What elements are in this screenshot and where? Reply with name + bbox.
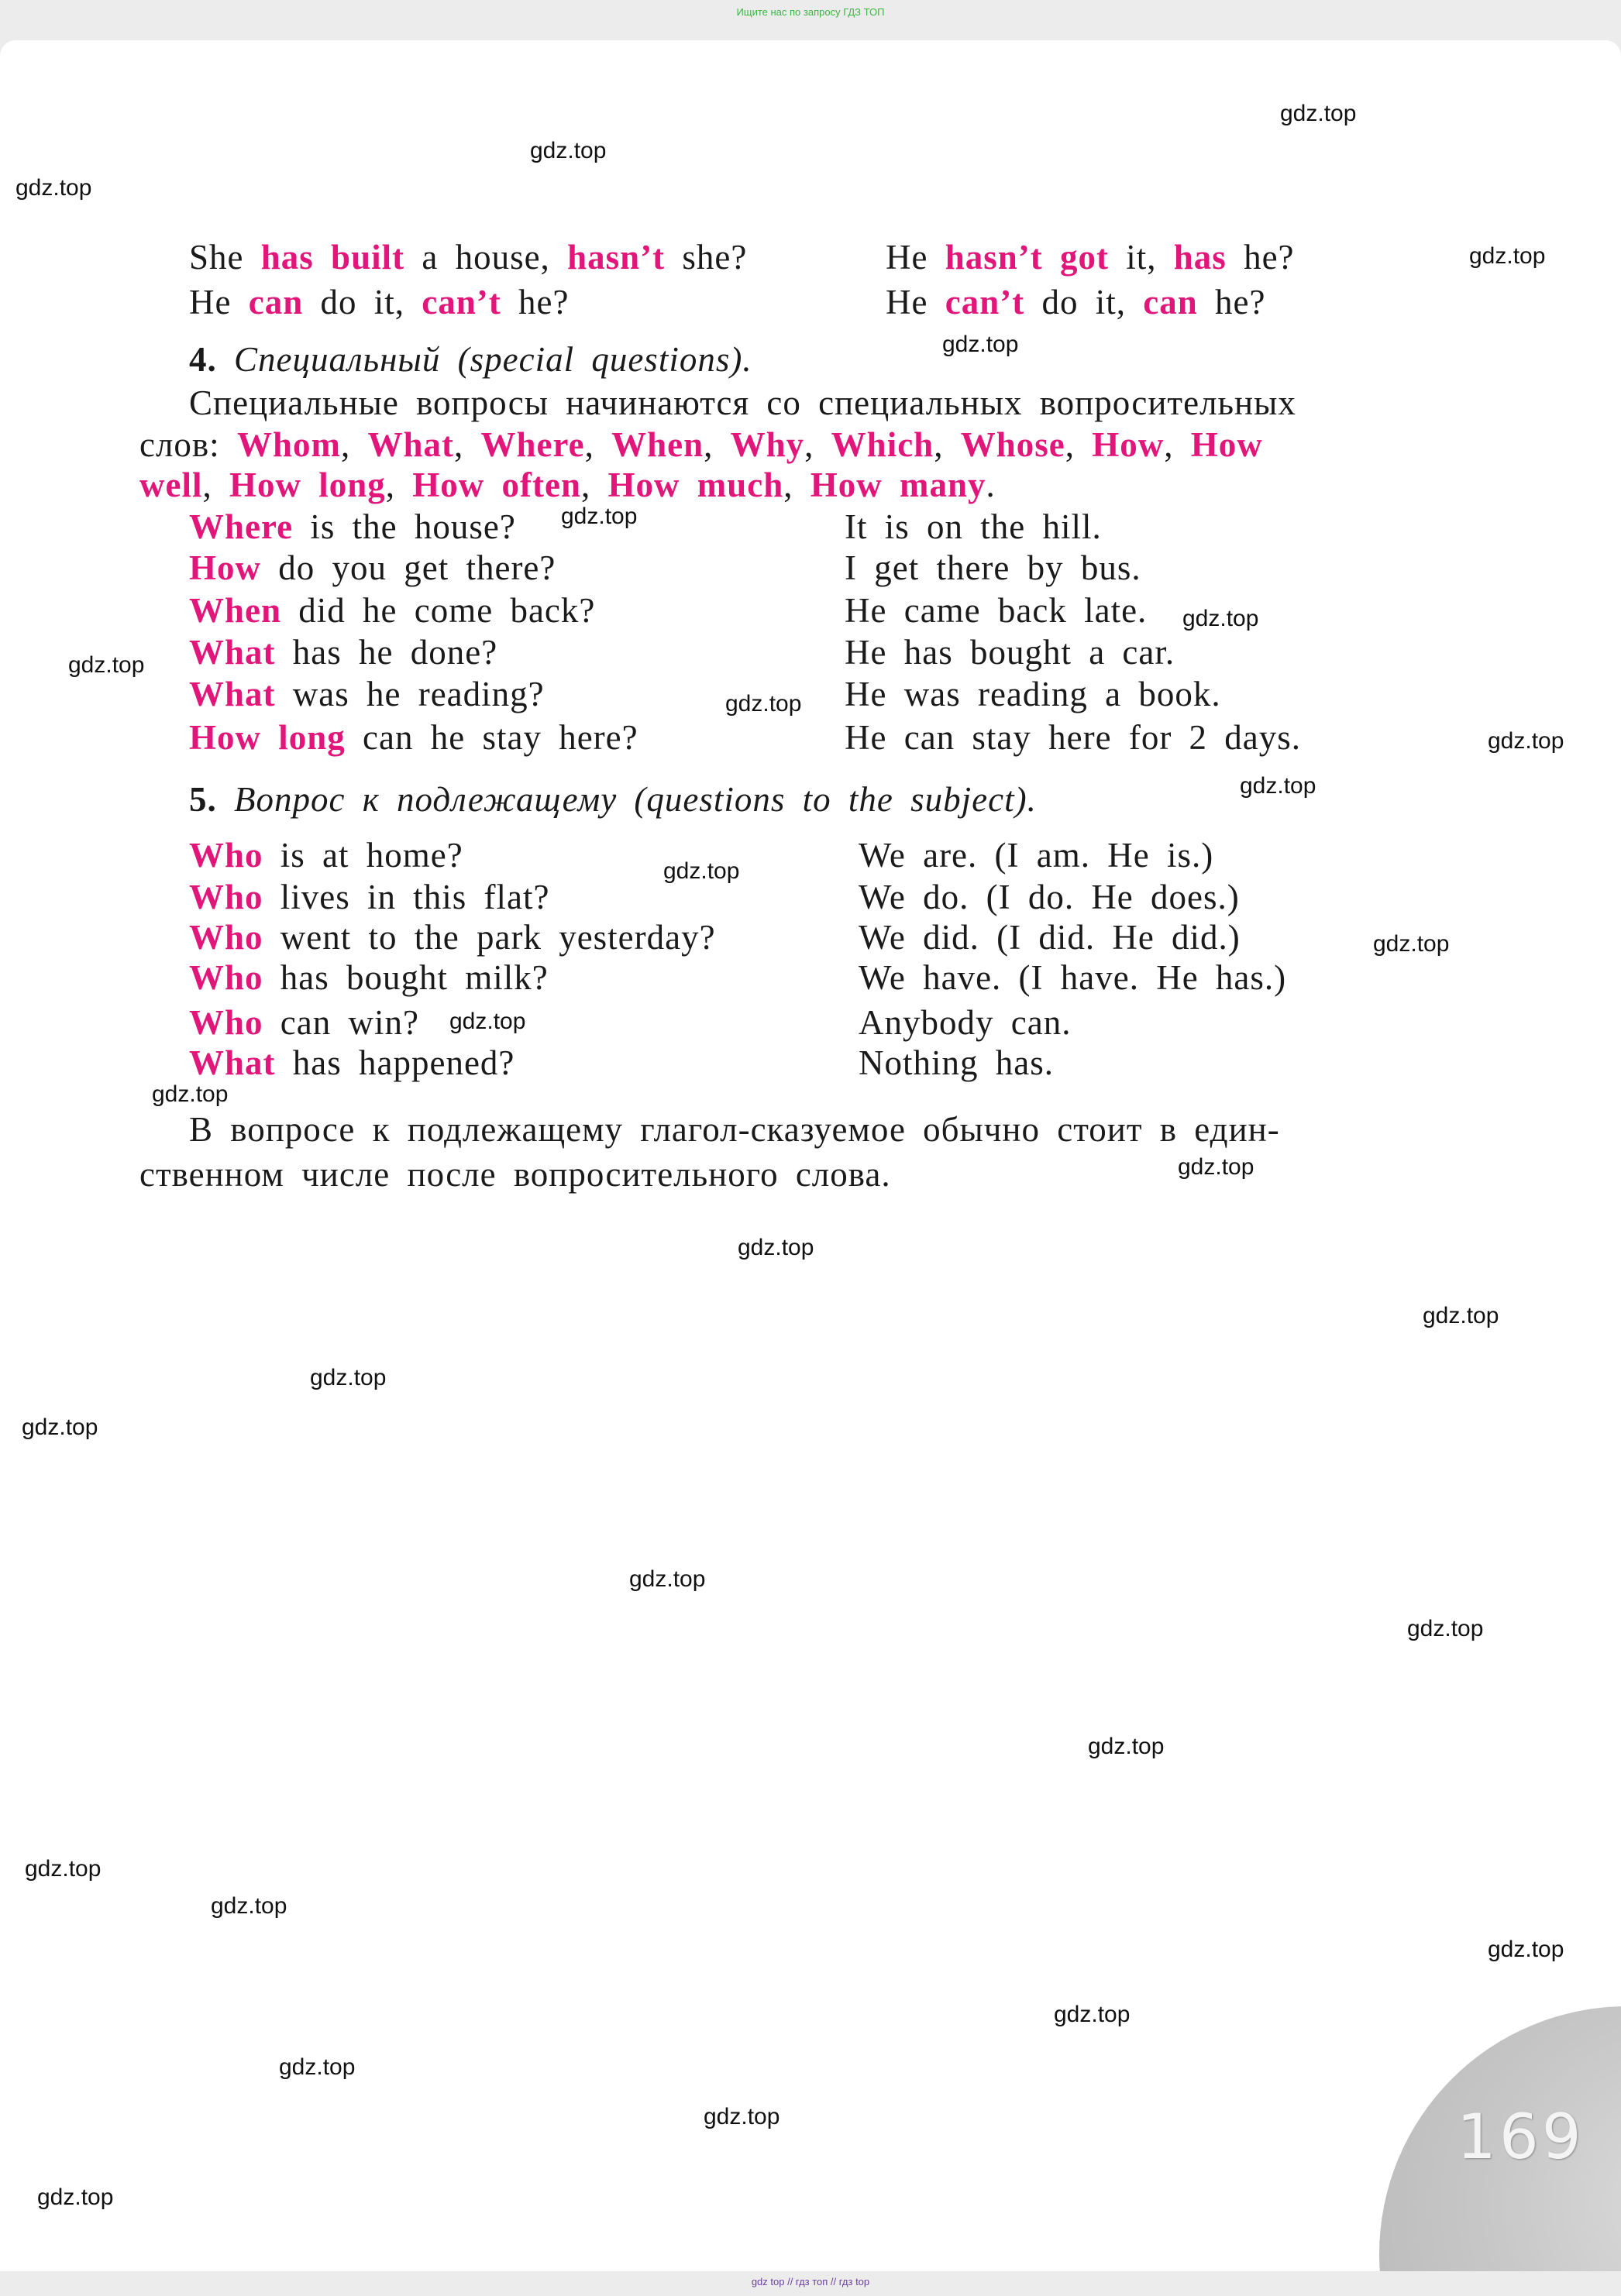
highlighted-term: How [1190,425,1263,464]
text-fragment: He [886,238,945,277]
watermark: gdz.top [725,691,802,717]
text-fragment: is the house? [293,507,516,546]
watermark: gdz.top [1373,931,1450,957]
example-question [189,877,549,917]
watermark: gdz.top [37,2184,114,2210]
watermark: gdz.top [1054,2002,1131,2027]
text-fragment: He [886,283,945,321]
text-fragment: , [1164,425,1191,464]
highlighted-term: Where [189,507,294,546]
text-fragment: was he reading? [275,675,545,713]
highlighted-term: What [189,675,276,713]
highlighted-term: can [248,283,304,321]
highlighted-term: Who [189,958,263,997]
highlighted-term: Who [189,878,263,916]
text-fragment: . [986,466,996,504]
highlighted-term: How many [810,466,986,504]
tag-example [886,282,1265,322]
watermark: gdz.top [561,504,638,529]
watermark: gdz.top [310,1365,387,1390]
section-number: 4. [189,340,217,379]
text-fragment: he? [1226,238,1295,277]
text-fragment: is at home? [263,836,463,875]
watermark: gdz.top [449,1009,526,1034]
section-4-heading [189,339,752,380]
highlighted-term: Whose [960,425,1065,464]
text-fragment: she? [665,238,748,277]
watermark: gdz.top [279,2054,356,2080]
page-number: 169 [1457,2101,1585,2173]
watermark: gdz.top [152,1081,229,1107]
highlighted-term: What [367,425,454,464]
example-answer: We did. (I did. He did.) [859,918,1241,957]
text-fragment: слов: [139,425,237,464]
highlighted-term: well [139,466,203,504]
text-fragment: , [453,425,481,464]
question-words [139,465,996,505]
watermark: gdz.top [530,138,607,163]
text-fragment: , [584,425,612,464]
section-title: Вопрос к подлежащему (questions to the subject). [234,780,1037,819]
example-answer: Nothing has. [859,1043,1054,1082]
watermark: gdz.top [15,175,92,201]
example-answer: He has bought a car. [845,633,1175,672]
watermark: gdz.top [1469,243,1546,269]
watermark: gdz.top [68,652,145,678]
watermark: gdz.top [22,1414,98,1440]
highlighted-term: hasn’t got [945,238,1110,277]
watermark: gdz.top [1488,1937,1564,1962]
text-fragment: went to the park yesterday? [263,918,716,957]
highlighted-term: Who [189,1003,263,1042]
text-fragment: , [783,466,810,504]
text-fragment: did he come back? [281,591,596,630]
watermark: gdz.top [1178,1154,1254,1180]
highlighted-term: What [189,633,276,672]
example-question [189,548,556,588]
watermark: gdz.top [1088,1734,1165,1759]
example-question [189,632,497,672]
text-fragment: has bought milk? [263,958,549,997]
text-fragment: She [189,238,261,277]
example-answer: We have. (I have. He has.) [859,958,1287,997]
highlighted-term: How often [412,466,581,504]
highlighted-term: Why [730,425,805,464]
tag-example [189,282,569,322]
text-fragment: , [340,425,368,464]
watermark: gdz.top [1280,101,1357,126]
text-fragment: it, [1109,238,1174,277]
highlighted-term: When [611,425,704,464]
section-5-note: ственном числе после вопросительного слова. [139,1155,891,1194]
example-question [189,957,549,998]
text-fragment: , [385,466,413,504]
watermark: gdz.top [629,1566,706,1592]
footer-watermark: gdz top // гдз топ // гдз top [751,2276,870,2287]
highlighted-term: has [1173,238,1227,277]
highlighted-term: can’t [422,283,501,321]
watermark: gdz.top [1407,1616,1484,1641]
example-answer: We are. (I am. He is.) [859,836,1214,875]
text-fragment: has happened? [275,1043,515,1082]
textbook-page [0,40,1621,2271]
text-fragment: He [189,283,249,321]
highlighted-term: Whom [236,425,341,464]
tag-example [886,237,1295,277]
example-question [189,1002,419,1043]
text-fragment: he? [501,283,570,321]
example-question [189,507,516,547]
highlighted-term: How [189,548,261,587]
example-answer: We do. (I do. He does.) [859,878,1240,916]
highlighted-term: How long [189,718,346,757]
watermark: gdz.top [738,1235,814,1260]
watermark: gdz.top [1240,773,1316,799]
watermark: gdz.top [1423,1303,1499,1328]
text-fragment: do it, [303,283,422,321]
top-banner: Ищите нас по запросу ГДЗ ТОП [736,6,885,18]
example-answer: It is on the hill. [845,507,1102,546]
example-answer: He was reading a book. [845,675,1221,713]
section-5-heading [189,779,1037,820]
text-fragment: he? [1197,283,1266,321]
text-fragment: a house, [404,238,568,277]
text-fragment: , [1065,425,1093,464]
section-4-intro: Специальные вопросы начинаются со специальных вопросительных [189,383,1296,422]
question-words [139,424,1263,465]
example-answer: He can stay here for 2 days. [845,718,1302,757]
example-question [189,590,595,631]
text-fragment: do you get there? [261,548,556,587]
text-fragment: can he stay here? [345,718,638,757]
tag-example [189,237,747,277]
highlighted-term: When [189,591,282,630]
text-fragment: , [581,466,608,504]
watermark: gdz.top [663,858,740,884]
example-answer: Anybody can. [859,1003,1072,1042]
example-question [189,917,716,957]
text-fragment: , [202,466,229,504]
highlighted-term: has built [260,238,405,277]
watermark: gdz.top [1182,606,1259,631]
text-fragment: has he done? [275,633,498,672]
text-fragment: do it, [1024,283,1144,321]
example-question [189,1043,515,1083]
highlighted-term: can’t [945,283,1025,321]
section-5-note: В вопросе к подлежащему глагол-сказуемое обычно стоит в един- [189,1110,1280,1149]
example-question [189,674,545,714]
highlighted-term: Who [189,918,263,957]
text-fragment: lives in this flat? [263,878,550,916]
example-answer: I get there by bus. [845,548,1141,587]
watermark: gdz.top [1488,728,1564,754]
highlighted-term: can [1143,283,1198,321]
example-question [189,717,638,758]
highlighted-term: Where [480,425,585,464]
watermark: gdz.top [25,1856,102,1882]
watermark: gdz.top [704,2104,780,2129]
text-fragment: can win? [263,1003,419,1042]
highlighted-term: Which [831,425,934,464]
highlighted-term: hasn’t [567,238,666,277]
text-fragment: , [704,425,731,464]
text-fragment: , [804,425,831,464]
watermark: gdz.top [942,332,1019,357]
text-fragment: , [934,425,961,464]
highlighted-term: What [189,1043,276,1082]
section-number: 5. [189,780,217,819]
watermark: gdz.top [211,1893,287,1919]
highlighted-term: How long [229,466,386,504]
example-question [189,835,463,875]
section-title: Специальный (special questions). [234,340,752,379]
highlighted-term: How much [607,466,784,504]
highlighted-term: Who [189,836,263,875]
example-answer: He came back late. [845,591,1148,630]
highlighted-term: How [1092,425,1165,464]
